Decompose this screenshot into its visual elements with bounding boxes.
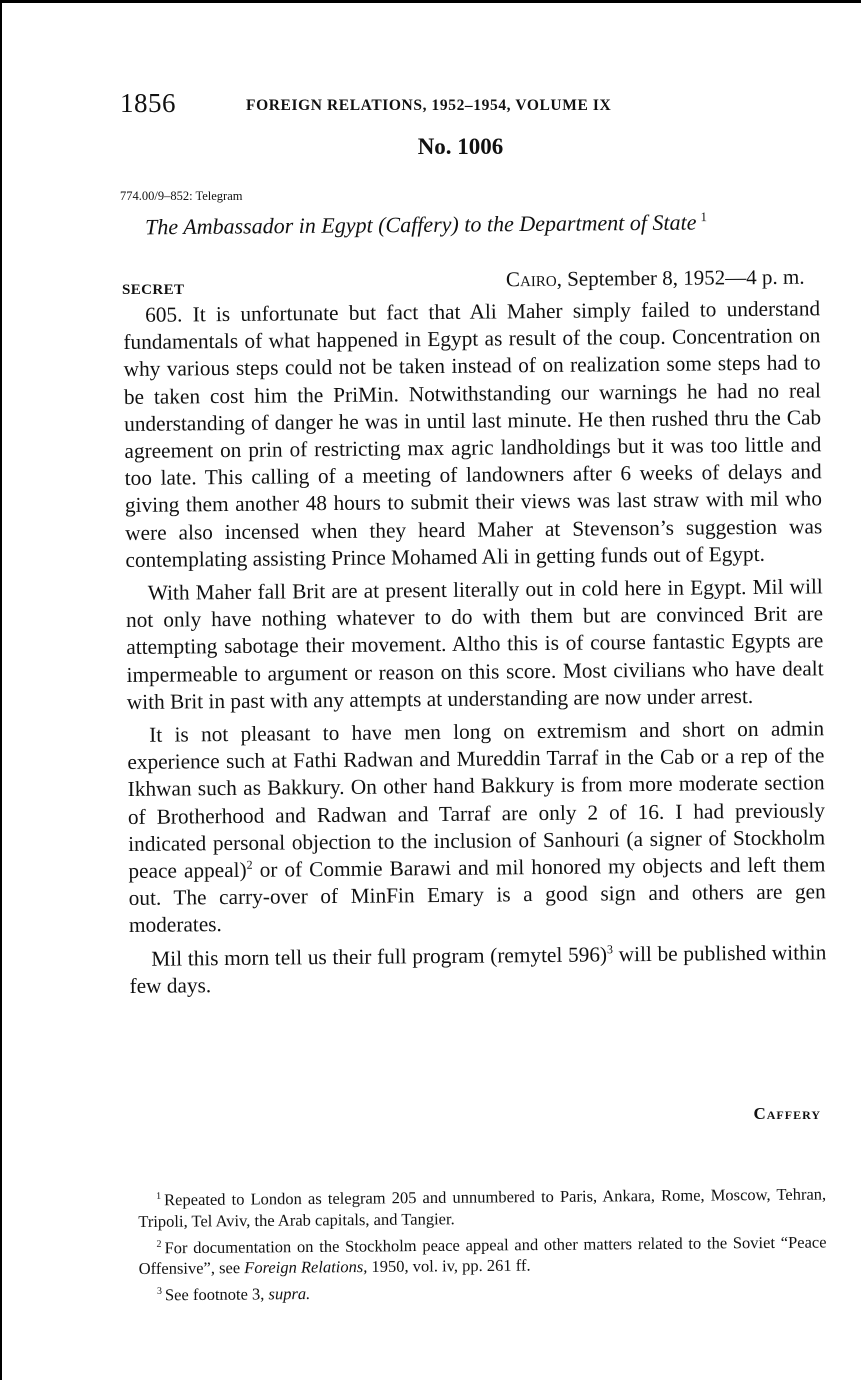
footnotes <box>138 1180 827 1307</box>
document-title <box>145 208 825 240</box>
footnote-3 <box>139 1275 827 1306</box>
paragraph-3 <box>127 715 826 939</box>
footnote-2-marker: 2 <box>156 1238 162 1250</box>
paragraph-2: With Maher fall Brit are at present literally out in cold here in Egypt. Mil will not only have nothing whatever to do with them but are convinced Brit are attempting sabotage their movement. Altho this is of course fantastic Egypts are impermeable to argument or reason on this score. Most civilians who have dealt with Brit in past with any attempts at understanding are now under arrest. <box>125 574 824 714</box>
footnote-1 <box>138 1180 826 1232</box>
paragraph-4-text-a: Mil this morn tell us their full program (remytel 596) <box>151 942 608 971</box>
footnote-2-italic: Foreign Relations, <box>244 1257 368 1278</box>
paragraph-3-text-b: or of Commie Barawi and mil honored my objects and left them out. The carry-over of MinFin Emary is a good sign and others are gen moderates. <box>128 852 826 938</box>
page-number: 1856 <box>120 88 176 118</box>
signature: Caffery <box>753 1104 821 1123</box>
running-head: FOREIGN RELATIONS, 1952–1954, VOLUME IX <box>246 97 612 114</box>
footnote-2-text-a: For documentation on the Stockholm peace appeal and other matters related to the Soviet “Peace Offensive”, see <box>138 1231 827 1278</box>
footnote-1-text: Repeated to London as telegram 205 and unnumbered to Paris, Ankara, Rome, Moscow, Tehran, Tripoli, Tel Aviv, the Arab capitals, and Tangier. <box>138 1184 827 1231</box>
paragraph-1: 605. It is unfortunate but fact that Ali Maher simply failed to understand fundamentals of what happened in Egypt as result of the coup. Concentration on why various steps could not be taken instead of on realization some steps had to be taken cost him the PriMin. Notwithstanding our warnings he had no real understanding of danger he was in until last minute. He then rushed thru the Cab agreement on prin of restricting max agric landholdings but it was too little and too late. This calling of a meeting of landowners after 6 weeks of delays and giving them another 48 hours to submit their views was last straw with mil who were also incensed when they heard Maher at Stevenson’s suggestion was contemplating assisting Prince Mohamed Ali in getting funds out of Egypt. <box>123 296 823 572</box>
file-reference: 774.00/9–852: Telegram <box>120 189 243 203</box>
dateline-place: Cairo <box>506 266 558 292</box>
title-footnote-marker: 1 <box>700 209 707 225</box>
footnote-3-marker: 3 <box>156 1285 162 1297</box>
footnote-marker-3: 3 <box>606 941 614 956</box>
scan-edge-top <box>0 0 861 3</box>
telegram-body <box>123 295 827 1006</box>
footnote-2 <box>138 1227 826 1279</box>
document-title-text: The Ambassador in Egypt (Caffery) to the Department of State <box>145 209 697 240</box>
footnote-1-marker: 1 <box>156 1190 162 1202</box>
scan-edge-left <box>0 0 2 1380</box>
document-number: No. 1006 <box>417 134 504 159</box>
dateline-date: , September 8, 1952—4 p. m. <box>557 264 806 291</box>
footnote-marker-2: 2 <box>246 857 253 872</box>
classification-label: SECRET <box>122 282 185 298</box>
footnote-2-text-b: 1950, vol. iv, pp. 261 ff. <box>367 1255 531 1277</box>
footnote-3-text: See footnote 3, <box>164 1284 269 1305</box>
paragraph-4 <box>129 939 826 1000</box>
page-header <box>120 88 820 128</box>
footnote-3-italic: supra. <box>268 1284 311 1304</box>
paragraph-4-text-b: will be published within few days. <box>129 939 827 998</box>
dateline <box>506 265 805 293</box>
paragraph-3-text-a: It is not pleasant to have men long on extremism and short on admin experience such at Fathi Radwan and Mureddin Tarraf in the Cab or a rep of the Ikhwan such as Bakkury. On other hand Bakkury is from more moderate section of Brotherhood and Radwan and Tarraf are only 2 of 16. I had previously indicated personal objection to the inclusion of Sanhouri (a signer of Stockholm peace appeal) <box>127 716 826 884</box>
